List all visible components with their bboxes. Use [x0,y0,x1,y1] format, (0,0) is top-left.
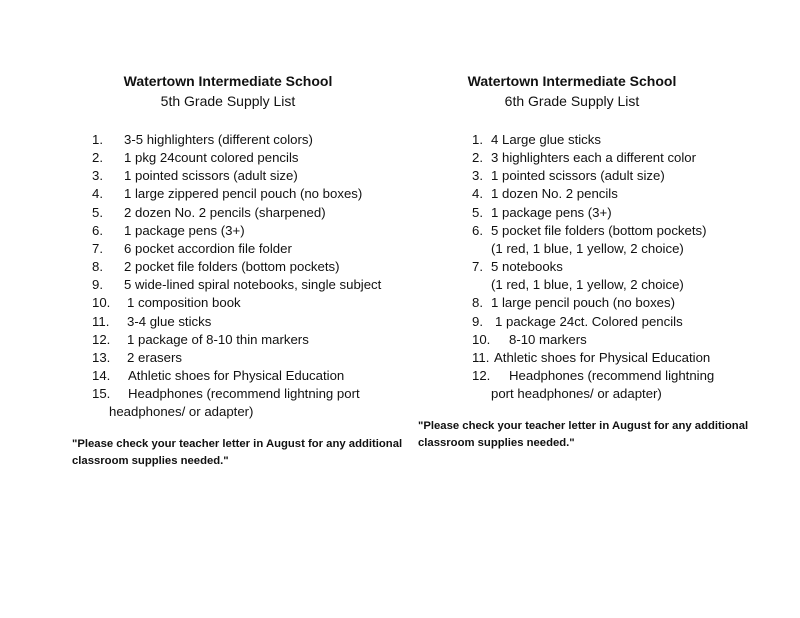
item-number: 4. [92,186,103,202]
item-number: 6. [92,222,103,238]
item-text: 6 pocket accordion file folder [124,240,292,256]
item-text: 5 wide-lined spiral notebooks, single subject [124,277,382,293]
item-number: 3. [472,168,483,184]
item-text: 2 dozen No. 2 pencils (sharpened) [124,204,326,220]
item-text: 1 package of 8-10 thin markers [127,331,309,347]
item-number: 4. [472,186,483,202]
item-number: 6. [472,222,483,238]
item-text: Headphones (recommend lightning [509,367,715,383]
item-text: 1 pointed scissors (adult size) [491,168,665,184]
item-number: 9. [472,313,483,329]
item-text: 1 package pens (3+) [491,204,612,220]
item-number: 1. [472,132,483,147]
item-text: 3-4 glue sticks [127,313,212,329]
item-text: 2 pocket file folders (bottom pockets) [124,259,340,275]
item-number: 7. [472,259,483,275]
item-text: 1 pkg 24count colored pencils [124,150,299,166]
item-text: 1 package 24ct. Colored pencils [495,313,683,329]
item-text-continued: (1 red, 1 blue, 1 yellow, 2 choice) [491,240,684,256]
item-number: 1. [92,132,103,147]
item-number: 12. [92,331,111,347]
item-text-continued: port headphones/ or adapter) [491,386,662,402]
item-number: 15. [92,386,111,402]
item-number: 14. [92,367,111,383]
item-number: 8. [472,295,483,311]
item-text: 5 notebooks [491,259,563,275]
item-number: 10. [92,295,111,311]
item-number: 3. [92,168,103,184]
item-text-continued: headphones/ or adapter) [109,404,254,420]
list-subtitle: 6th Grade Supply List [504,93,640,109]
item-text: 3 highlighters each a different color [491,150,697,166]
item-text: 3-5 highlighters (different colors) [124,132,313,147]
item-number: 2. [472,150,483,166]
item-number: 5. [472,204,483,220]
item-text: 4 Large glue sticks [491,132,601,147]
item-text-continued: (1 red, 1 blue, 1 yellow, 2 choice) [491,277,684,293]
school-title: Watertown Intermediate School [123,73,333,89]
teacher-letter-note: "Please check your teacher letter in August for any additional classroom supplies needed." [72,438,403,467]
item-number: 2. [92,150,103,166]
item-text: 1 composition book [127,295,241,311]
item-number: 12. [472,367,491,383]
item-text: 1 large pencil pouch (no boxes) [491,295,676,311]
teacher-letter-note: "Please check your teacher letter in August for any additional classroom supplies needed." [418,420,749,449]
item-text: 8-10 markers [509,331,587,347]
item-number: 9. [92,277,103,293]
item-number: 5. [92,204,103,220]
item-text: 1 large zippered pencil pouch (no boxes) [124,186,363,202]
item-text: 1 package pens (3+) [124,222,245,238]
item-text: 2 erasers [127,349,182,365]
item-number: 7. [92,240,103,256]
item-number: 8. [92,259,103,275]
item-number: 13. [92,349,111,365]
list-subtitle: 5th Grade Supply List [160,93,296,109]
item-text: Athletic shoes for Physical Education [494,349,711,365]
item-text: 1 pointed scissors (adult size) [124,168,298,184]
item-number: 11. [472,349,490,365]
item-text: Athletic shoes for Physical Education [128,367,345,383]
item-number: 10. [472,331,491,347]
item-number: 11. [92,313,110,329]
item-text: 1 dozen No. 2 pencils [491,186,618,202]
school-title: Watertown Intermediate School [467,73,677,89]
item-text: 5 pocket file folders (bottom pockets) [491,222,707,238]
item-text: Headphones (recommend lightning port [128,386,360,402]
